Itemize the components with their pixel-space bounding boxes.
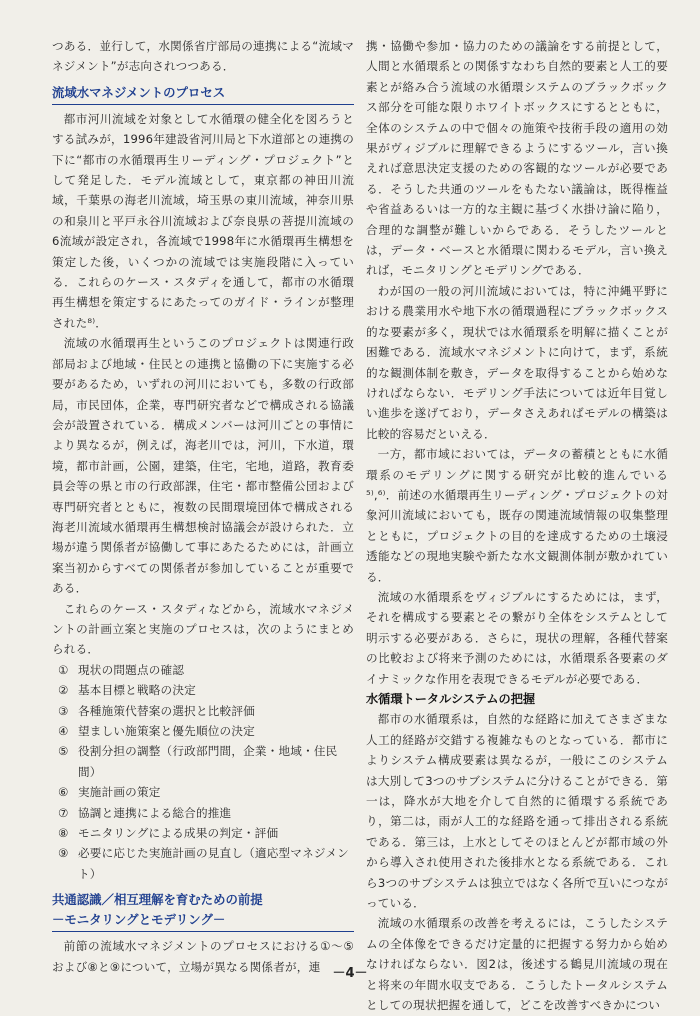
step-text: 実施計画の策定 xyxy=(78,785,161,800)
section-heading-line: －モニタリングとモデリング－ xyxy=(52,912,226,928)
list-item xyxy=(58,741,354,782)
page-number: －4－ xyxy=(332,966,368,981)
intro-paragraph: つある．並行して，水関係省庁部局の連携による“流域マネジメント”が志向されつつある． xyxy=(52,39,354,74)
paragraph: 一方，都市域においては，データの蓄積とともに水循環系のモデリングに関する研究が比較的進んでいる⁵⁾,⁶⁾．前述の水循環再生リーディング・プロジェクトの対象河川流域においても，既存の関連流域情報の収集整理とともに，プロジェクトの目的を達成するための土壌浸透能などの現地実験や新たな水文観測体制が敷かれている． xyxy=(366,447,668,584)
step-number: ⑤ xyxy=(58,744,69,759)
paragraph: 前節の流域水マネジメントのプロセスにおける①～⑤および⑧と⑨について，立場が異なる関係者が，連 xyxy=(52,939,354,974)
list-item xyxy=(58,680,354,700)
paragraph: これらのケース・スタディなどから，流域水マネジメントの計画立案と実施のプロセスは，次のようにまとめられる． xyxy=(52,601,354,657)
step-text: 各種施策代替案の選択と比較評価 xyxy=(78,703,255,718)
list-item xyxy=(58,843,354,884)
step-number: ③ xyxy=(58,703,69,718)
step-text: 基本目標と戦略の決定 xyxy=(78,683,196,698)
list-item xyxy=(58,782,354,802)
step-number: ① xyxy=(58,662,69,677)
list-item xyxy=(58,660,354,680)
paragraph: 携・協働や参加・協力のための議論をする前提として，人間と水循環系との関係すなわち自然的要素と人工的要素とが絡み合う流域の水循環システムのブラックボックス部分を可能な限りホワイトボックスにするとともに，全体のシステムの中で個々の施策や技術手段の適用の効果がヴィジブルに理解できるようにするツール，言い換えれば意思決定支援のための客観的なツールが必要である．そうした共通のツールをもたない議論は，既得権益や省益あるいは一方的な主観に基づく水掛け論に陥り，合理的な調整が難しいからである．そうしたツールとは，データ・ベースと水循環に関わるモデル，言い換えれば，モニタリングとモデリングである． xyxy=(366,39,668,278)
list-item xyxy=(58,721,354,741)
paragraph: 流域の水循環再生というこのプロジェクトは関連行政部局および地域・住民との連携と協働の下に実施する必要があるため，いずれの河川においても，多数の行政部局，市民団体，企業，専門研究者などで構成される協議会が設置されている．構成メンバーは河川ごとの事情により異なるが，例えば，海老川では，河川，下水道，環境，都市計画，公園，建築，住宅，宅地，道路，教育委員会等の県と市の行政部課，住宅・都市整備公団および専門研究者とともに，複数の民間環境団体で構成される海老川流域水循環再生構想検討協議会が設けられた．立場が違う関係者が協働して事にあたるためには，計画立案当初からすべての関係者が参加していることが重要である． xyxy=(52,336,354,596)
paragraph: 都市河川流域を対象として水循環の健全化を図ろうとする試みが，1996年建設省河川局と下水道部との連携の下に“都市の水循環再生リーディング・プロジェクト”として発足した．モデル流域として，東京都の神田川流域，千葉県の海老川流域，埼玉県の東川流域，神奈川県の和泉川と平戸永谷川流域および奈良県の菩提川流域の6流域が設定され，各流域で1998年に水循環再生構想を策定した後，いくつかの流域では実施段階に入っている．これらのケース・スタディを通して，都市の水循環再生構想を策定するにあたってのガイド・ラインが整理された⁸⁾． xyxy=(52,111,354,330)
paragraph: わが国の一般の河川流域においては，特に沖縄平野における農業用水や地下水の循環過程にブラックボックス的な要素が多く，現状では水循環系を明解に描くことが困難である．流域水マネジメントに向けて，まず，系統的な観測体制を敷き，データを取得することから始めなければならない．モデリング手法については近年目覚しい進歩を遂げており，データさえあればモデルの構築は比較的容易だといえる． xyxy=(366,283,668,441)
paragraph: 都市の水循環系は，自然的な経路に加えてさまざまな人工的経路が交錯する複雑なものとなっている．都市によりシステム構成要素は異なるが，一般にこのシステムは大別して3つのサブシステムに分けることができる．第一は，降水が大地を介して自然的に循環する系統であり，第二は，雨が人工的な経路を通って排出される系統である．第三は，上水としてそのほとんどが都市域の外から導入され使用された後排水となる系統である．これら3つのサブシステムは独立ではなく各所で互いにつながっている． xyxy=(366,712,668,911)
list-item xyxy=(58,803,354,823)
step-number: ⑧ xyxy=(58,826,69,841)
paragraph: 流域の水循環系の改善を考えるには，こうしたシステムの全体像をできるだけ定量的に把握する努力から始めなければならない．図2は，後述する鶴見川流域の現在と将来の年間水収支である．こうしたトータルシステムとしての現状把握を通して，どこを改善すべきかについ xyxy=(366,916,668,1013)
list-item xyxy=(58,823,354,843)
step-text: 望ましい施策案と優先順位の決定 xyxy=(78,724,255,738)
paragraph: 流域の水循環系をヴィジブルにするためには，まず，それを構成する要素とその繋がり全体をシステムとして明示する必要がある．さらに，現状の理解，各種代替案の比較および将来予測のためには，水循環系各要素のダイナミックな作用を表現できるモデルが必要である． xyxy=(366,589,668,686)
step-number: ⑥ xyxy=(58,785,69,800)
subheading-total-system: 水循環トータルシステムの把握 xyxy=(366,692,536,706)
section-heading-process: 流域水マネジメントのプロセス xyxy=(52,83,354,105)
section-heading-monitoring xyxy=(52,890,354,932)
step-text: 役割分担の調整（行政部門間，企業・地域・住民間） xyxy=(78,744,338,779)
right-column xyxy=(366,36,668,1016)
step-number: ⑦ xyxy=(58,805,69,820)
step-number: ④ xyxy=(58,724,69,738)
step-text: モニタリングによる成果の判定・評価 xyxy=(78,826,279,841)
step-text: 必要に応じた実施計画の見直し（適応型マネジメント） xyxy=(78,846,349,881)
step-number: ② xyxy=(58,683,69,698)
step-text: 協調と連携による総合的推進 xyxy=(78,805,232,820)
left-column xyxy=(52,36,354,977)
process-steps-list xyxy=(52,660,354,884)
list-item xyxy=(58,701,354,721)
section-heading-line: 共通認識／相互理解を育むための前提 xyxy=(52,892,263,908)
step-number: ⑨ xyxy=(58,846,69,861)
step-text: 現状の問題点の確認 xyxy=(78,662,185,677)
